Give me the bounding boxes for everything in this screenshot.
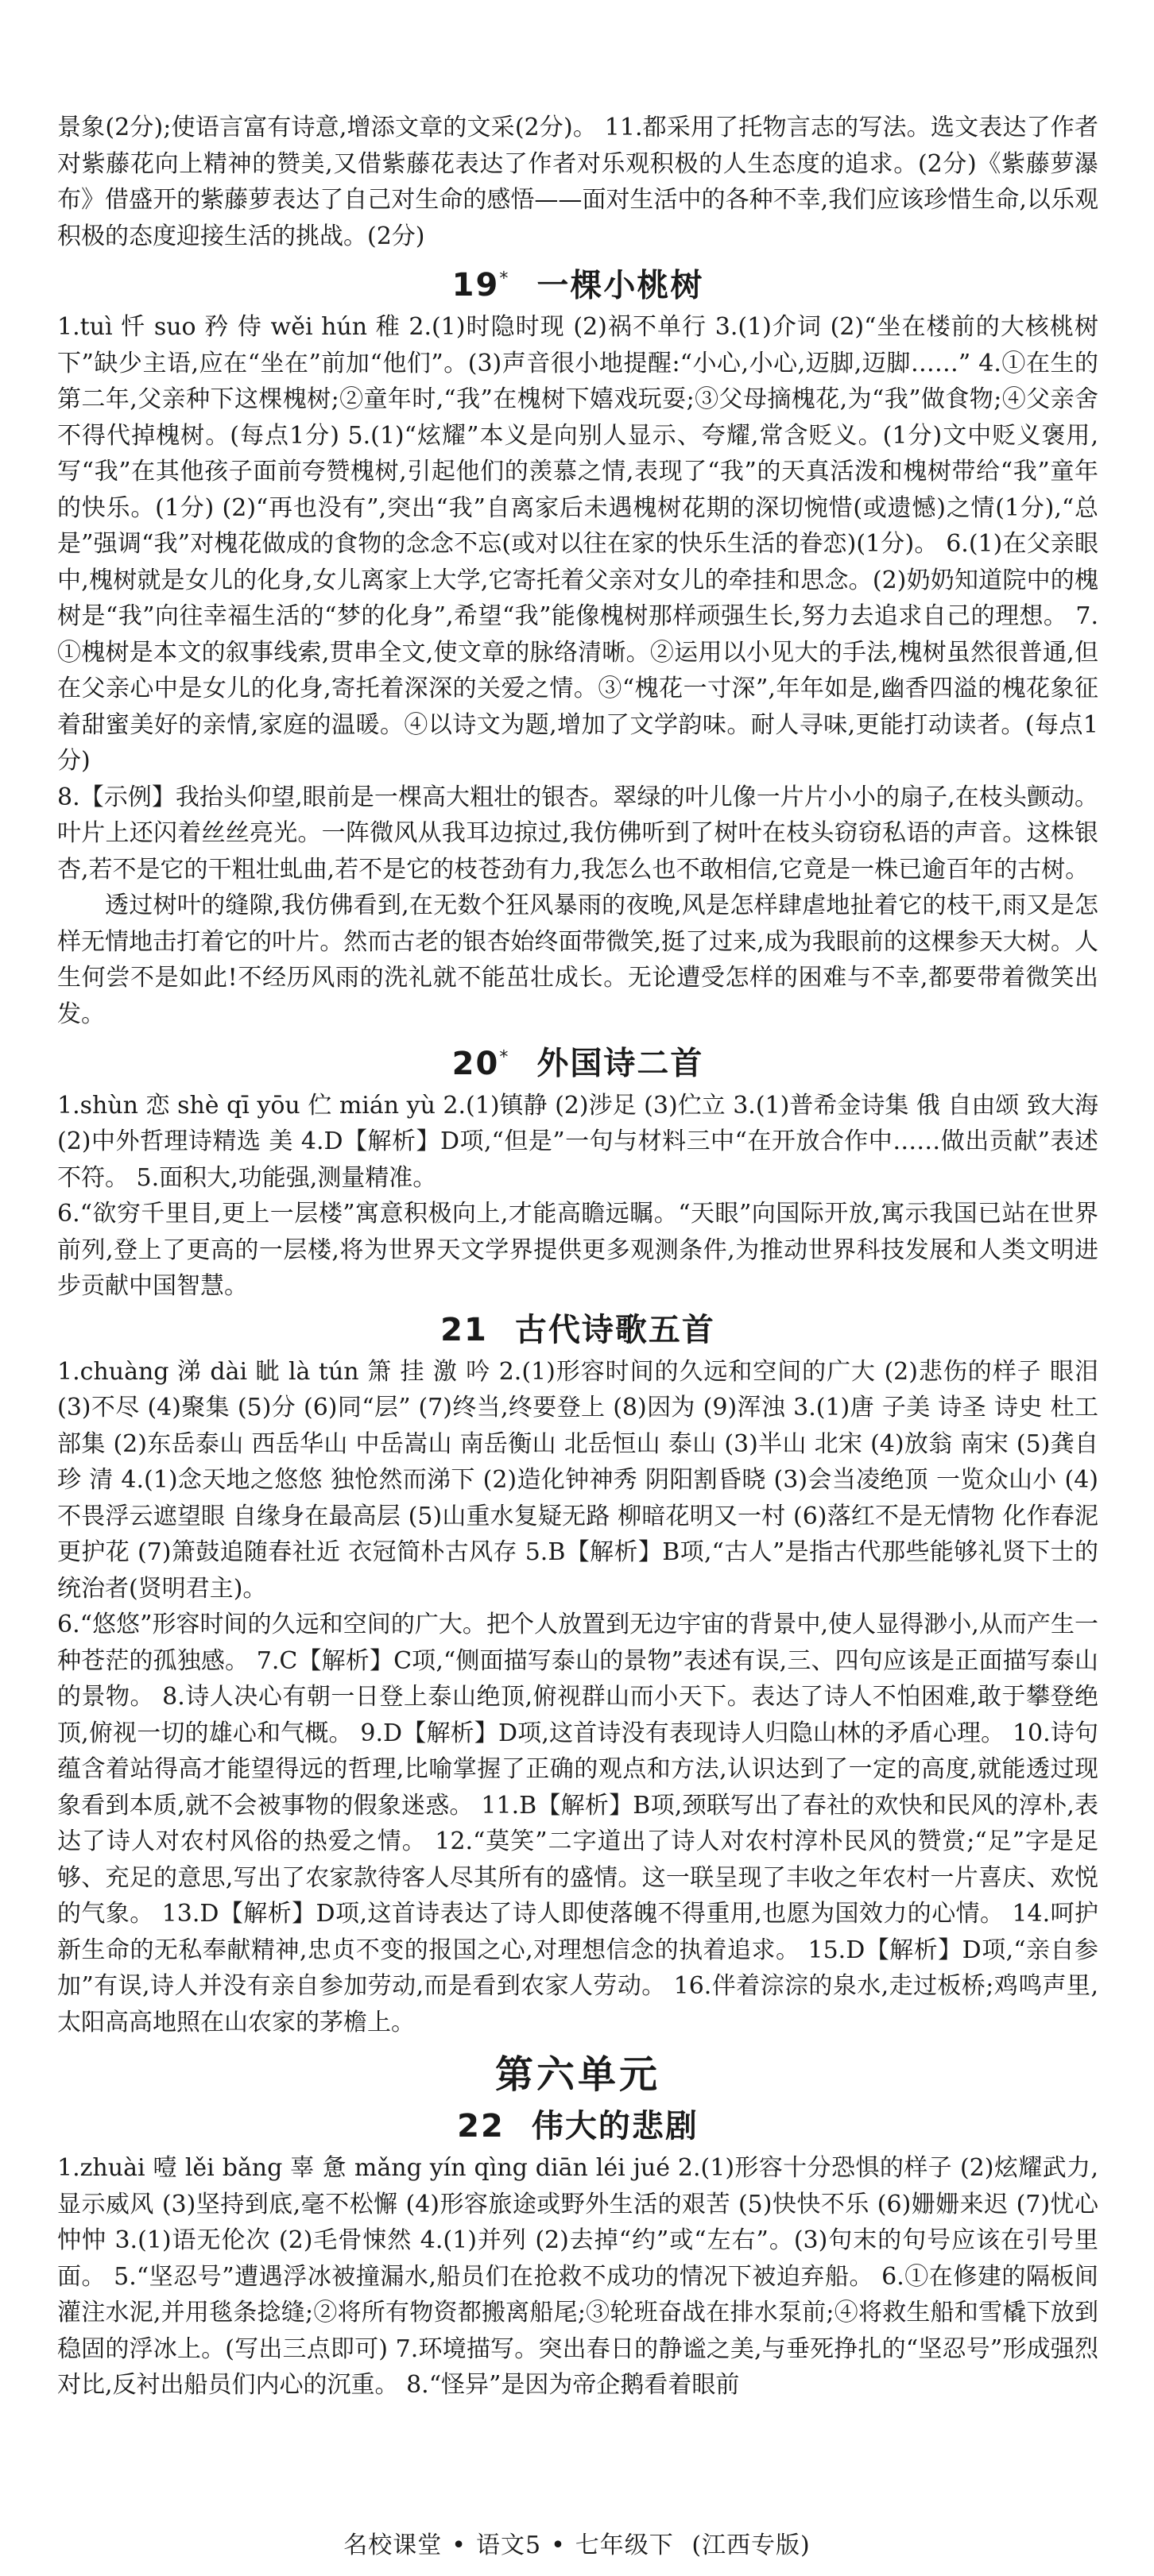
answers-paragraph: 透过树叶的缝隙,我仿佛看到,在无数个狂风暴雨的夜晚,风是怎样肆虐地扯着它的枝干,雨又是怎样无情地击打着它的叶片。然而古老的银杏始终面带微笑,挺了过来,成为我眼前的这棵参天大树。人生何尝不是如此!不经历风雨的洗礼就不能茁壮成长。无论遭受怎样的困难与不幸,都要带着微笑出发。 (57, 892, 1098, 1028)
footer-grade: 七年级下 (575, 2532, 674, 2559)
section-title-21 (57, 1308, 1098, 1352)
footer-book: 语文5 (475, 2532, 542, 2559)
intro-paragraph: 景象(2分);使语言富有诗意,增添文章的文采(2分)。 11.都采用了托物言志的写法。选文表达了作者对紫藤花向上精神的赞美,又借紫藤花表达了作者对乐观积极的人生态度的追求。(2分)《紫藤萝瀑布》借盛开的紫藤萝表达了自己对生命的感悟——面对生活中的各种不幸,我们应该珍惜生命,以乐观积极的态度迎接生活的挑战。(2分) (57, 114, 1098, 250)
answers-paragraph: 6.“欲穷千里目,更上一层楼”寓意积极向上,才能高瞻远瞩。“天眼”向国际开放,寓示我国已站在世界前列,登上了更高的一层楼,将为世界天文学界提供更多观测条件,为推动世界科技发展和人类文明进步贡献中国智慧。 (57, 1200, 1098, 1301)
footer-dot: • (451, 2532, 467, 2559)
answers-paragraph: 1.chuàng 涕 dài 眦 là tún 箫 挂 激 吟 2.(1)形容时间的久远和空间的广大 (2)悲伤的样子 眼泪 (3)不尽 (4)聚集 (5)分 (6)同“层” (7)终当,终要登上 (8)因为 (9)浑浊 3.(1)唐 子美 诗圣 诗史 杜工部集 (2)东岳泰山 西岳华山 中岳嵩山 南岳衡山 北岳恒山 泰山 (3)半山 北宋 (4)放翁 南宋 (5)龚自珍 清 4.(1)念天地之悠悠 独怆然而涕下 (2)造化钟神秀 阴阳割昏晓 (3)会当凌绝顶 一览众山小 (4)不畏浮云遮望眼 自缘身在最高层 (5)山重水复疑无路 柳暗花明又一村 (6)落红不是无情物 化作春泥更护花 (7)箫鼓追随春社近 衣冠简朴古风存 5.B【解析】B项,“古人”是指古代那些能够礼贤下士的统治者(贤明君主)。 (57, 1357, 1098, 1603)
answers-paragraph: 1.shùn 恋 shè qī yōu 伫 mián yù 2.(1)镇静 (2)涉足 (3)伫立 3.(1)普希金诗集 俄 自由颂 致大海 (2)中外哲理诗精选 美 4.D【解析】D项,“但是”一句与材料三中“在开放合作中……做出贡献”表述不符。 5.面积大,功能强,测量精准。 (57, 1091, 1098, 1192)
footer-dot: • (551, 2532, 566, 2559)
section-heading: 古代诗歌五首 (514, 1311, 715, 1348)
answer-page (57, 110, 1098, 2404)
section-title-22 (57, 2104, 1098, 2149)
unit-title: 第六单元 (494, 2052, 660, 2098)
page-footer (0, 2525, 1154, 2560)
section-heading: 伟大的悲剧 (531, 2108, 699, 2145)
section-number: 21 (440, 1311, 488, 1348)
section-number: 20* (451, 1045, 510, 1082)
section-number: 19* (451, 267, 510, 304)
answers-paragraph: 8.【示例】我抬头仰望,眼前是一棵高大粗壮的银杏。翠绿的叶儿像一片片小小的扇子,在枝头颤动。叶片上还闪着丝丝亮光。一阵微风从我耳边掠过,我仿佛听到了树叶在枝头窃窃私语的声音。这株银杏,若不是它的干粗壮虬曲,若不是它的枝苍劲有力,我怎么也不敢相信,它竟是一株已逾百年的古树。 (57, 783, 1098, 884)
answers-paragraph: 1.tuì 忏 suo 矜 侍 wěi hún 稚 2.(1)时隐时现 (2)祸不单行 3.(1)介词 (2)“坐在楼前的大核桃树下”缺少主语,应在“坐在”前加“他们”。(3)声音很小地提醒:“小心,小心,迈脚,迈脚……” 4.①在生的第二年,父亲种下这棵槐树;②童年时,“我”在槐树下嬉戏玩耍;③父母摘槐花,为“我”做食物;④父亲舍不得代掉槐树。(每点1分) 5.(1)“炫耀”本义是向别人显示、夸耀,常含贬义。(1分)文中贬义褒用,写“我”在其他孩子面前夸赞槐树,引起他们的羡慕之情,表现了“我”的天真活泼和槐树带给“我”童年的快乐。(1分) (2)“再也没有”,突出“我”自离家后未遇槐树花期的深切惋惜(或遗憾)之情(1分),“总是”强调“我”对槐花做成的食物的念念不忘(或对以往在家的快乐生活的眷恋)(1分)。 6.(1)在父亲眼中,槐树就是女儿的化身,女儿离家上大学,它寄托着父亲对女儿的牵挂和思念。(2)奶奶知道院中的槐树是“我”向往幸福生活的“梦的化身”,希望“我”能像槐树那样顽强生长,努力去追求自己的理想。 7.①槐树是本文的叙事线索,贯串全文,使文章的脉络清晰。②运用以小见大的手法,槐树虽然很普通,但在父亲心中是女儿的化身,寄托着深深的关爱之情。③“槐花一寸深”,年年如是,幽香四溢的槐花象征着甜蜜美好的亲情,家庭的温暖。④以诗文为题,增加了文学韵味。耐人寻味,更能打动读者。(每点1分) (57, 313, 1098, 776)
answers-paragraph: 6.“悠悠”形容时间的久远和空间的广大。把个人放置到无边宇宙的背景中,使人显得渺小,从而产生一种苍茫的孤独感。 7.C【解析】C项,“侧面描写泰山的景物”表述有误,三、四句应该是正面描写泰山的景物。 8.诗人决心有朝一日登上泰山绝顶,俯视群山而小天下。表达了诗人不怕困难,敢于攀登绝顶,俯视一切的雄心和气概。 9.D【解析】D项,这首诗没有表现诗人归隐山林的矛盾心理。 10.诗句蕴含着站得高才能望得远的哲理,比喻掌握了正确的观点和方法,认识达到了一定的高度,就能透过现象看到本质,就不会被事物的假象迷惑。 11.B【解析】B项,颈联写出了春社的欢快和民风的淳朴,表达了诗人对农村风俗的热爱之情。 12.“莫笑”二字道出了诗人对农村淳朴民风的赞赏;“足”字是足够、充足的意思,写出了农家款待客人尽其所有的盛情。这一联呈现了丰收之年农村一片喜庆、欢悦的气象。 13.D【解析】D项,这首诗表达了诗人即使落魄不得重用,也愿为国效力的心情。 14.呵护新生命的无私奉献精神,忠贞不变的报国之心,对理想信念的执着追求。 15.D【解析】D项,“亲自参加”有误,诗人并没有亲自参加劳动,而是看到农家人劳动。 16.伴着淙淙的泉水,走过板桥;鸡鸣声里,太阳高高地照在山农家的茅檐上。 (57, 1611, 1098, 2036)
answers-paragraph: 1.zhuài 噎 lěi bǎng 辜 惫 mǎng yín qìng diān léi jué 2.(1)形容十分恐惧的样子 (2)炫耀武力,显示威风 (3)坚持到底,毫不松懈 (4)形容旅途或野外生活的艰苦 (5)快快不乐 (6)姗姗来迟 (7)忧心忡忡 3.(1)语无伦次 (2)毛骨悚然 4.(1)并列 (2)去掉“约”或“左右”。(3)句末的句号应该在引号里面。 5.“坚忍号”遭遇浮冰被撞漏水,船员们在抢救不成功的情况下被迫弃船。 6.①在修建的隔板间灌注水泥,并用毯条捻缝;②将所有物资都搬离船尾;③轮班奋战在排水泵前;④将救生船和雪橇下放到稳固的浮冰上。(写出三点即可) 7.环境描写。突出春日的静谧之美,与垂死挣扎的“坚忍号”形成强烈对比,反衬出船员们内心的沉重。 8.“怪异”是因为帝企鹅看着眼前 (57, 2154, 1098, 2400)
section-heading: 一棵小桃树 (536, 267, 704, 304)
elective-star: * (499, 269, 510, 289)
footer-edition: (江西专版) (691, 2532, 811, 2559)
section-heading: 外国诗二首 (536, 1045, 704, 1082)
section-number: 22 (457, 2108, 505, 2145)
section-title-20 (57, 1035, 1098, 1085)
footer-brand: 名校课堂 (343, 2532, 443, 2559)
elective-star: * (499, 1047, 510, 1068)
section-title-19 (57, 257, 1098, 307)
